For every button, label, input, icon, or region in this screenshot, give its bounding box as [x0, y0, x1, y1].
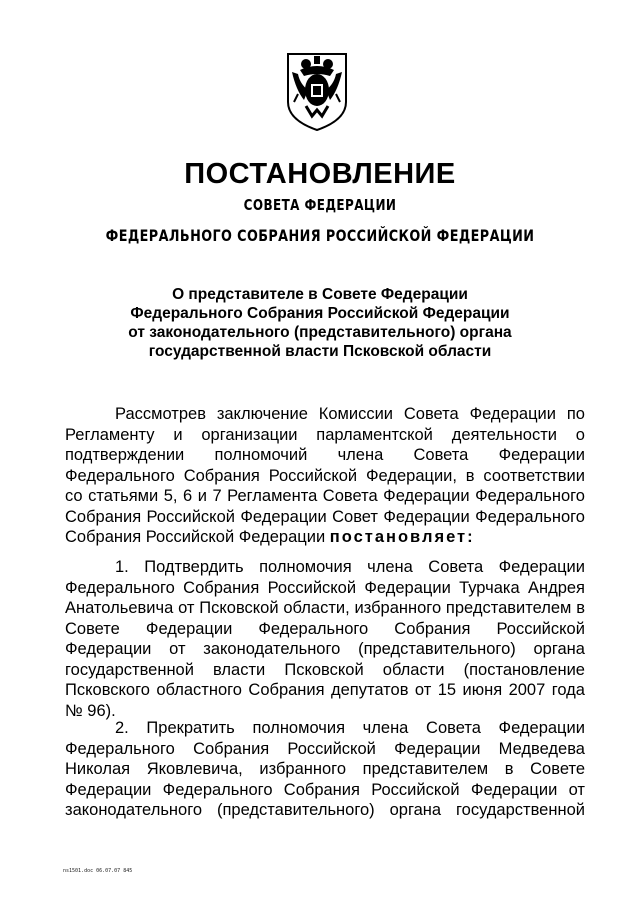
word: областного [156, 681, 242, 699]
word: Федерации [240, 507, 327, 526]
word: избранного [354, 599, 442, 617]
word: Совет [332, 507, 378, 526]
word: Собрания [248, 681, 325, 699]
word: (представительного) [216, 801, 375, 819]
word: Федерального [475, 507, 585, 526]
word: Собрания [65, 507, 142, 526]
word: подтверждении [65, 446, 185, 464]
text-line [65, 404, 585, 425]
text-line [65, 445, 585, 466]
word: июня [462, 681, 503, 699]
word: в [465, 466, 475, 485]
text-line [65, 780, 585, 801]
word: власти [213, 660, 266, 679]
word: Федерального [162, 780, 273, 799]
word: и [197, 487, 207, 505]
word: Федерации [498, 446, 585, 464]
word: члена [367, 558, 413, 576]
word: от [414, 681, 432, 699]
word: Федерального [65, 739, 175, 758]
word: 2007 [508, 681, 546, 699]
file-reference: ns1501.doc 06.07.07 845 [63, 868, 133, 874]
text-line [65, 759, 585, 780]
word: Собрания [193, 739, 270, 758]
word: депутатов [331, 681, 409, 699]
word: в [504, 760, 514, 778]
issuer-line-2: ФЕДЕРАЛЬНОГО СОБРАНИЯ РОССИЙСКОЙ ФЕДЕРАЦИИ [105, 226, 535, 245]
word: Андрея [527, 578, 585, 597]
word: Федерации, [365, 466, 457, 485]
text-line [65, 578, 585, 599]
word: Российской [371, 780, 460, 799]
subject-line: О представителе в Совете Федерации [172, 286, 468, 303]
text-line [65, 425, 585, 446]
item-1-paragraph [65, 557, 585, 721]
word: Совета [413, 446, 469, 464]
word: Федерации [498, 719, 585, 737]
word: Совете [65, 619, 120, 638]
word: со [65, 487, 83, 505]
word: области [382, 660, 445, 679]
word: Николая [65, 760, 131, 778]
text-line [65, 660, 585, 681]
word: законодательного [203, 640, 341, 658]
word: Турчака [459, 578, 520, 597]
preamble-paragraph [65, 404, 585, 548]
word: 1. [115, 558, 129, 576]
word: Псковского [65, 681, 150, 699]
text-line [65, 486, 585, 507]
word: Федерации [145, 619, 233, 638]
word: 2. [115, 719, 129, 737]
word: Подтвердить [144, 558, 244, 576]
word: Рассмотрев [115, 405, 206, 423]
word: 15 [437, 681, 457, 699]
word: государственной [65, 660, 194, 679]
word: избранного [259, 760, 347, 778]
word: Федерации [469, 405, 556, 423]
word: Федерации [498, 558, 585, 576]
word: члена [362, 719, 409, 737]
word: 7 [212, 487, 222, 505]
word: Яковлевича, [146, 760, 243, 778]
word: Комиссии [318, 405, 394, 423]
word: от [178, 599, 195, 617]
word: члена [337, 446, 384, 464]
text-line [65, 557, 585, 578]
word: Прекратить [146, 719, 235, 737]
word: полномочия [252, 719, 346, 737]
text-line [65, 680, 585, 701]
word: Федерации [65, 640, 152, 658]
text-line [65, 527, 585, 548]
text-line [65, 507, 585, 528]
word: полномочий [214, 446, 308, 464]
subject-heading [0, 285, 640, 361]
word: Федерального [475, 487, 585, 505]
word: Анатольевича [65, 599, 174, 617]
text-fragment: Собрания Российской Федерации [65, 528, 330, 546]
word: представителем [445, 599, 572, 617]
word: Медведева [498, 739, 585, 758]
word: Федерального [65, 578, 175, 597]
word: соответствии [483, 466, 585, 485]
item-2-paragraph [65, 718, 585, 821]
word: Федерального [258, 619, 369, 638]
word: Совета [428, 558, 484, 576]
word: Совета [322, 487, 378, 505]
word: Псковской [284, 660, 364, 679]
document-title: ПОСТАНОВЛЕНИЕ [184, 158, 456, 190]
word: по [566, 405, 585, 423]
word: Российской [268, 466, 358, 485]
word: заключение [216, 405, 308, 423]
word: Совета [426, 719, 481, 737]
state-emblem-icon [284, 50, 350, 132]
word: государственной [456, 801, 585, 819]
word: года [551, 681, 585, 699]
word: от [169, 640, 186, 658]
word: 5, [163, 487, 178, 505]
word: Федерации [383, 507, 470, 526]
word: Собрания [283, 780, 360, 799]
text-line [65, 598, 585, 619]
text-line [65, 739, 585, 760]
word: Федерального [65, 466, 175, 485]
word: Российской [496, 619, 585, 638]
word: Российской [267, 578, 357, 597]
word: органа [533, 640, 585, 658]
word: парламентской [316, 425, 433, 444]
word: Федерации [470, 780, 558, 799]
word: Федерации [394, 739, 481, 758]
word: Федерации [364, 578, 451, 597]
subject-line: государственной власти Псковской области [148, 343, 492, 360]
word: органа [389, 801, 442, 819]
word: Федерации [65, 780, 152, 799]
word: статьями [88, 487, 159, 505]
word: Собрания [183, 466, 260, 485]
text-line [65, 800, 585, 821]
word: представителем [362, 760, 489, 778]
word: 6 [183, 487, 193, 505]
text-line [65, 639, 585, 660]
word: Собрания [394, 619, 471, 638]
issuer-line-1: СОВЕТА ФЕДЕРАЦИИ [243, 196, 397, 214]
word: полномочия [259, 558, 352, 576]
word: Собрания [183, 578, 260, 597]
word: Совете [530, 760, 585, 778]
word: о [575, 425, 585, 444]
word: законодательного [65, 801, 203, 819]
word: Псковской [199, 599, 279, 617]
word: Российской [146, 507, 235, 526]
text-line [65, 718, 585, 739]
word: (постановление [463, 660, 585, 679]
text-line [65, 619, 585, 640]
word: Регламента [227, 487, 318, 505]
subject-line: Федерального Собрания Российской Федерации [130, 305, 510, 322]
word: (представительного) [358, 640, 516, 658]
subject-line: от законодательного (представительного) органа [128, 324, 512, 341]
word: в [576, 599, 585, 617]
resolves-keyword: постановляет: [329, 528, 475, 546]
word: Российской [287, 739, 376, 758]
word: Регламенту [65, 425, 155, 444]
word: Совета [403, 405, 459, 423]
word: и [173, 425, 183, 444]
word: области, [283, 599, 350, 617]
text-line [65, 466, 585, 487]
word: Федерации [383, 487, 470, 505]
word: от [568, 780, 585, 799]
word: деятельности [451, 425, 557, 444]
text-line: № 96). [65, 701, 116, 720]
word: организации [201, 425, 298, 444]
